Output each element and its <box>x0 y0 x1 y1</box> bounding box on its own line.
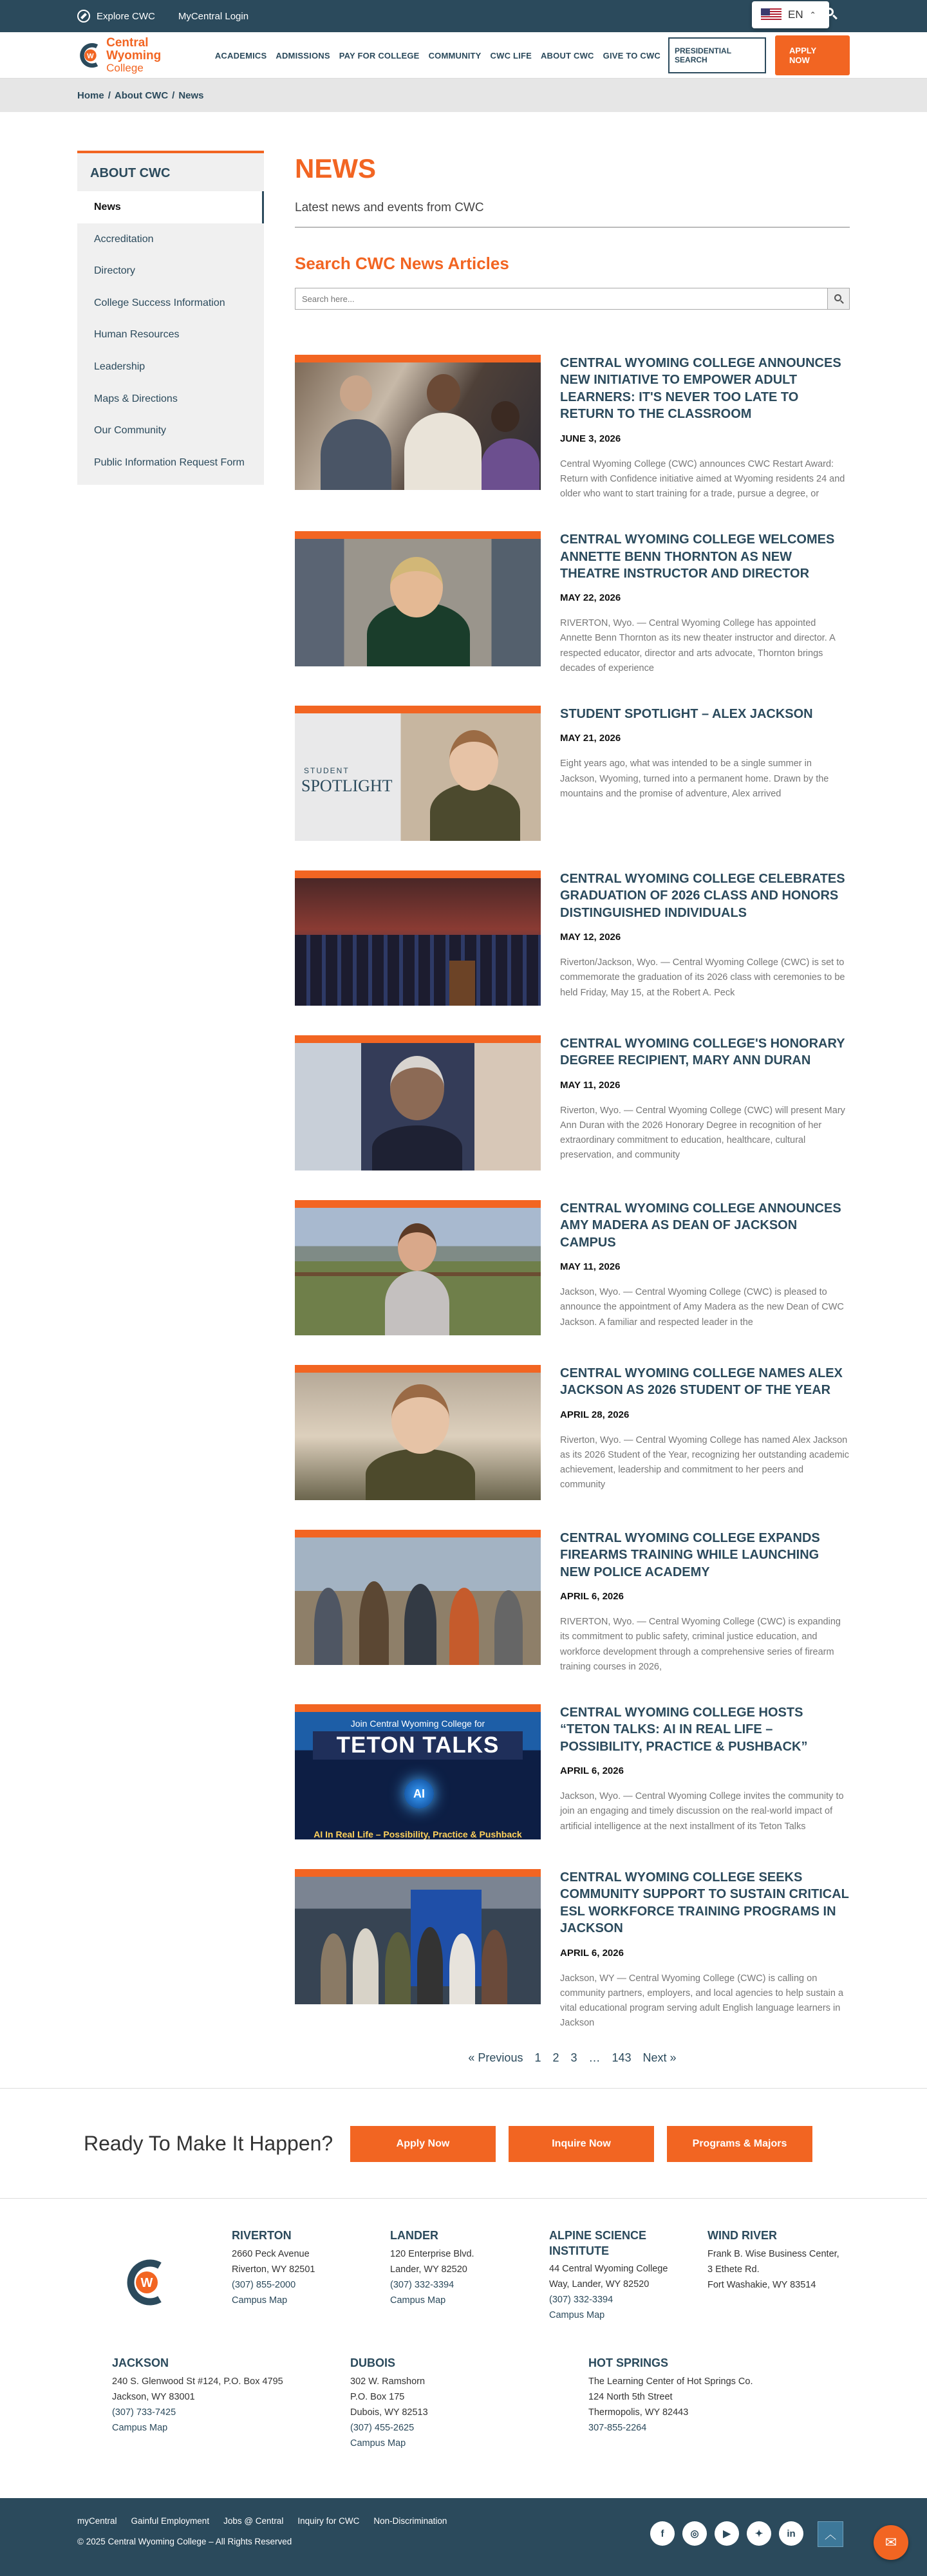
cta-inquire-now-button[interactable]: Inquire Now <box>509 2126 654 2162</box>
cta-programs-majors-button[interactable]: Programs & Majors <box>667 2126 812 2162</box>
teton-title-text: TETON TALKS <box>313 1731 523 1760</box>
breadcrumb-separator: / <box>108 89 111 101</box>
teton-join-text: Join Central Wyoming College for <box>350 1718 485 1729</box>
sidebar-item-maps-directions[interactable]: Maps & Directions <box>94 393 178 404</box>
location-address: The Learning Center of Hot Springs Co. <box>588 2376 753 2387</box>
location-phone[interactable]: (307) 855-2000 <box>232 2279 296 2290</box>
sidebar-item-human-resources[interactable]: Human Resources <box>94 329 180 341</box>
back-to-top-button[interactable] <box>818 2521 843 2547</box>
article-excerpt: RIVERTON, Wyo. — Central Wyoming College (CWC) is expanding its commitment to public safety, criminal justice education, and workforce development through a comprehensive series of firearm training courses in 2026, <box>560 1617 841 1672</box>
chevron-up-icon: ⌃ <box>809 10 816 19</box>
location-address: Dubois, WY 82513 <box>350 2407 428 2418</box>
cwc-footer-logo-icon <box>122 2257 167 2308</box>
list-item <box>295 706 850 841</box>
location-campus-map[interactable]: Campus Map <box>390 2295 446 2306</box>
pagination-page-last[interactable]: 143 <box>612 2051 632 2065</box>
article-image[interactable] <box>295 1365 541 1500</box>
location-jackson <box>112 2356 324 2436</box>
article-image[interactable] <box>295 1869 541 2004</box>
linkedin-icon[interactable]: in <box>779 2521 803 2546</box>
pagination-next[interactable]: Next » <box>642 2051 677 2065</box>
search-icon[interactable] <box>825 8 838 21</box>
copyright: © 2025 Central Wyoming College – All Rights Reserved <box>77 2537 292 2547</box>
article-excerpt: Central Wyoming College (CWC) announces CWC Restart Award: Return with Confidence initiative aimed at Wyoming residents 24 and older who want to start training for a trade, pursue a degree, or <box>560 458 845 499</box>
footer-bar <box>0 2498 927 2576</box>
list-item <box>295 1704 850 1839</box>
breadcrumb-home[interactable]: Home <box>77 89 104 101</box>
footer-link-non-discrimination[interactable]: Non-Discrimination <box>373 2516 447 2526</box>
article-title[interactable]: CENTRAL WYOMING COLLEGE CELEBRATES GRADUATION OF 2026 CLASS AND HONORS DISTINGUISHED INDIVIDUALS <box>560 872 845 920</box>
spotlight-label-small: STUDENT <box>304 766 350 776</box>
pagination-previous[interactable]: « Previous <box>468 2051 523 2065</box>
article-date: MAY 11, 2026 <box>560 1261 621 1273</box>
nav-cwc-life[interactable]: CWC LIFE <box>490 50 532 61</box>
location-name: WIND RIVER <box>707 2229 777 2242</box>
location-name: LANDER <box>390 2229 438 2242</box>
location-name: HOT SPRINGS <box>588 2356 669 2370</box>
cwc-logo-mark-icon <box>77 41 101 70</box>
list-item <box>295 531 850 676</box>
pagination-page-2[interactable]: 2 <box>552 2051 559 2065</box>
search-heading: Search CWC News Articles <box>295 254 509 273</box>
apply-now-button[interactable]: APPLY NOW <box>775 35 850 75</box>
location-address: Fort Washakie, WY 83514 <box>707 2279 816 2290</box>
location-campus-map[interactable]: Campus Map <box>350 2438 406 2449</box>
pagination <box>295 2051 850 2065</box>
page-title: NEWS <box>295 153 376 183</box>
article-title[interactable]: CENTRAL WYOMING COLLEGE'S HONORARY DEGREE RECIPIENT, MARY ANN DURAN <box>560 1037 845 1068</box>
article-image[interactable] <box>295 1200 541 1335</box>
article-image[interactable] <box>295 870 541 1006</box>
article-title[interactable]: CENTRAL WYOMING COLLEGE HOSTS “TETON TALKS: AI IN REAL LIFE – POSSIBILITY, PRACTICE & PUSHBACK” <box>560 1705 808 1754</box>
footer-link-jobs[interactable]: Jobs @ Central <box>223 2516 284 2526</box>
location-alpine-science <box>549 2228 691 2323</box>
location-address: Riverton, WY 82501 <box>232 2264 315 2275</box>
location-address: 124 North 5th Street <box>588 2391 673 2402</box>
pagination-page-3[interactable]: 3 <box>570 2051 577 2065</box>
mycentral-login-link[interactable]: MyCentral Login <box>178 10 249 22</box>
svg-text:W: W <box>140 2276 153 2291</box>
presidential-search-button[interactable]: PRESIDENTIAL SEARCH <box>668 37 766 73</box>
footer-locations <box>77 2199 850 2498</box>
list-item <box>295 1869 850 2031</box>
sidebar-item-college-success[interactable]: College Success Information <box>94 297 225 308</box>
ai-icon: AI <box>404 1779 434 1809</box>
footer-link-gainful-employment[interactable]: Gainful Employment <box>131 2516 210 2526</box>
explore-cwc-label: Explore CWC <box>97 10 155 22</box>
cta-section <box>0 2088 927 2199</box>
location-address: Frank B. Wise Business Center, <box>707 2248 839 2259</box>
compass-icon <box>77 10 90 23</box>
news-search-input[interactable] <box>295 288 828 310</box>
footer-links <box>77 2516 447 2526</box>
list-item <box>295 1365 850 1500</box>
location-campus-map[interactable]: Campus Map <box>549 2310 605 2321</box>
article-title[interactable]: CENTRAL WYOMING COLLEGE WELCOMES ANNETTE BENN THORNTON AS NEW THEATRE INSTRUCTOR AND DIRECTOR <box>560 532 835 581</box>
sidebar-item-our-community[interactable]: Our Community <box>94 425 167 437</box>
cta-apply-now-button[interactable]: Apply Now <box>350 2126 496 2162</box>
utility-bar <box>0 0 927 32</box>
article-date: APRIL 6, 2026 <box>560 1591 624 1603</box>
location-address: P.O. Box 175 <box>350 2391 405 2402</box>
list-item <box>295 1200 850 1335</box>
nav-academics[interactable]: ACADEMICS <box>214 50 267 61</box>
breadcrumb <box>77 79 850 112</box>
location-address: Jackson, WY 83001 <box>112 2391 195 2402</box>
article-title[interactable]: STUDENT SPOTLIGHT – ALEX JACKSON <box>560 707 813 722</box>
sidebar-title: ABOUT CWC <box>90 166 171 180</box>
article-excerpt: Jackson, WY — Central Wyoming College (CWC) is calling on community partners, employers, and local agencies to help sustain a vital educational program serving adult English language learners in Jackson <box>560 1973 844 2029</box>
nav-give-to-cwc[interactable]: GIVE TO CWC <box>603 50 661 61</box>
article-image[interactable] <box>295 1035 541 1170</box>
location-address: 3 Ethete Rd. <box>707 2264 760 2275</box>
location-phone[interactable]: (307) 455-2625 <box>350 2422 415 2433</box>
page-subtitle: Latest news and events from CWC <box>295 201 850 228</box>
explore-cwc-link[interactable] <box>77 10 155 23</box>
location-address: 120 Enterprise Blvd. <box>390 2248 474 2259</box>
main-content <box>295 151 850 2065</box>
article-excerpt: Riverton, Wyo. — Central Wyoming College has named Alex Jackson as its 2026 Student of the Year, recognizing her outstanding academic achievement, leadership and commitment to her peers and community <box>560 1434 850 1490</box>
sidebar-item-directory[interactable]: Directory <box>94 265 136 277</box>
location-dubois <box>350 2356 543 2451</box>
article-date: APRIL 6, 2026 <box>560 1947 624 1959</box>
article-title[interactable]: CENTRAL WYOMING COLLEGE EXPANDS FIREARMS TRAINING WHILE LAUNCHING NEW POLICE ACADEMY <box>560 1531 820 1579</box>
article-image[interactable] <box>295 706 541 841</box>
footer-link-mycentral[interactable]: myCentral <box>77 2516 117 2526</box>
language-label: EN <box>788 8 803 21</box>
list-item <box>295 1530 850 1675</box>
article-image[interactable] <box>295 531 541 666</box>
location-name: DUBOIS <box>350 2356 396 2370</box>
chevron-up-icon: ︿ <box>825 2528 836 2542</box>
location-address: 44 Central Wyoming College <box>549 2264 668 2275</box>
location-address: Way, Lander, WY 82520 <box>549 2279 650 2290</box>
location-address: 302 W. Ramshorn <box>350 2376 426 2387</box>
svg-text:W: W <box>87 52 94 61</box>
location-phone[interactable]: (307) 733-7425 <box>112 2407 176 2418</box>
nav-about-cwc[interactable]: ABOUT CWC <box>540 50 594 61</box>
main-navigation <box>0 32 927 79</box>
list-item <box>295 1035 850 1170</box>
news-search <box>295 288 850 310</box>
search-submit-button[interactable] <box>828 288 850 310</box>
location-phone[interactable]: (307) 332-3394 <box>549 2295 613 2306</box>
chat-button[interactable] <box>874 2525 908 2560</box>
pagination-page-1[interactable]: 1 <box>534 2051 541 2065</box>
facebook-icon[interactable]: f <box>650 2521 675 2546</box>
article-title[interactable]: CENTRAL WYOMING COLLEGE NAMES ALEX JACKSON AS 2026 STUDENT OF THE YEAR <box>560 1366 843 1398</box>
article-date: APRIL 28, 2026 <box>560 1409 630 1420</box>
article-date: MAY 21, 2026 <box>560 733 621 744</box>
logo-line1: Central Wyoming <box>106 36 162 63</box>
location-lander <box>390 2228 532 2308</box>
cta-text: Ready To Make It Happen? <box>84 2132 333 2156</box>
sidebar-item-accreditation[interactable]: Accreditation <box>94 233 154 245</box>
article-date: JUNE 3, 2026 <box>560 433 621 444</box>
article-excerpt: Jackson, Wyo. — Central Wyoming College invites the community to join an engaging and timely discussion on the real-world impact of artificial intelligence at the next installment of its Teton Talks <box>560 1791 844 1832</box>
twitter-icon[interactable]: ✦ <box>747 2521 771 2546</box>
spotlight-label-big: SPOTLIGHT <box>301 776 393 796</box>
location-phone[interactable]: 307-855-2264 <box>588 2422 647 2433</box>
us-flag-icon <box>761 8 782 21</box>
article-excerpt: Jackson, Wyo. — Central Wyoming College (CWC) is pleased to announce the appointment of Amy Madera as the new Dean of CWC Jackson. A familiar and respected leader in the <box>560 1287 844 1328</box>
sidebar-item-public-info-request[interactable]: Public Information Request Form <box>94 456 245 468</box>
location-riverton <box>232 2228 373 2308</box>
cwc-logo[interactable] <box>77 37 200 74</box>
article-title[interactable]: CENTRAL WYOMING COLLEGE SEEKS COMMUNITY SUPPORT TO SUSTAIN CRITICAL ESL WORKFORCE TRAINING PROGRAMS IN JACKSON <box>560 1870 849 1936</box>
footer-link-inquiry[interactable]: Inquiry for CWC <box>297 2516 360 2526</box>
location-campus-map[interactable]: Campus Map <box>232 2295 288 2306</box>
location-address: Lander, WY 82520 <box>390 2264 467 2275</box>
article-date: APRIL 6, 2026 <box>560 1765 624 1777</box>
location-name: JACKSON <box>112 2356 169 2370</box>
sidebar-item-news[interactable]: News <box>77 191 264 223</box>
location-phone[interactable]: (307) 332-3394 <box>390 2279 454 2290</box>
list-item <box>295 355 850 502</box>
location-name: RIVERTON <box>232 2229 292 2242</box>
chat-icon: ✉ <box>885 2534 897 2551</box>
breadcrumb-bar <box>0 79 927 112</box>
article-title[interactable]: CENTRAL WYOMING COLLEGE ANNOUNCES AMY MADERA AS DEAN OF JACKSON CAMPUS <box>560 1201 841 1250</box>
social-links <box>650 2521 803 2546</box>
logo-line2: College <box>106 62 144 75</box>
article-date: MAY 12, 2026 <box>560 932 621 943</box>
article-image[interactable] <box>295 1530 541 1665</box>
nav-links <box>215 51 660 61</box>
list-item <box>295 870 850 1006</box>
article-title[interactable]: CENTRAL WYOMING COLLEGE ANNOUNCES NEW INITIATIVE TO EMPOWER ADULT LEARNERS: IT'S NEVER TOO LATE TO RETURN TO THE CLASSROOM <box>560 356 841 422</box>
nav-pay-for-college[interactable]: PAY FOR COLLEGE <box>339 50 420 61</box>
nav-community[interactable]: COMMUNITY <box>428 50 482 61</box>
sidebar-item-leadership[interactable]: Leadership <box>94 361 145 372</box>
location-address: 2660 Peck Avenue <box>232 2248 310 2259</box>
breadcrumb-separator: / <box>172 89 175 101</box>
location-address: Thermopolis, WY 82443 <box>588 2407 689 2418</box>
article-image[interactable] <box>295 1704 541 1839</box>
location-address: 240 S. Glenwood St #124, P.O. Box 4795 <box>112 2376 283 2387</box>
breadcrumb-current: News <box>178 89 204 101</box>
nav-admissions[interactable]: ADMISSIONS <box>276 50 330 61</box>
article-list <box>295 355 850 2031</box>
breadcrumb-about[interactable]: About CWC <box>114 89 169 101</box>
article-excerpt: Riverton/Jackson, Wyo. — Central Wyoming College (CWC) is set to commemorate the graduation of its 2026 class with ceremonies to be held Friday, May 15, at the Robert A. Peck <box>560 957 845 998</box>
pagination-ellipsis: … <box>588 2051 601 2065</box>
article-excerpt: RIVERTON, Wyo. — Central Wyoming College has appointed Annette Benn Thornton as its new theater instructor and director. A respected educator, director and arts advocate, Thornton brings decades of experience <box>560 618 835 673</box>
location-hot-springs <box>588 2356 801 2436</box>
youtube-icon[interactable]: ▶ <box>715 2521 739 2546</box>
sidebar <box>77 151 264 485</box>
content-area <box>77 112 850 2065</box>
location-wind-river <box>707 2228 856 2293</box>
teton-subtitle-text: AI In Real Life – Possibility, Practice & Pushback <box>314 1829 522 1839</box>
article-date: MAY 22, 2026 <box>560 592 621 604</box>
article-date: MAY 11, 2026 <box>560 1079 621 1091</box>
instagram-icon[interactable]: ◎ <box>682 2521 707 2546</box>
article-excerpt: Riverton, Wyo. — Central Wyoming College (CWC) will present Mary Ann Duran with the 2026 Honorary Degree in recognition of her extraordinary commitment to education, healthcare, cultural preservation, and community <box>560 1105 845 1161</box>
article-image[interactable] <box>295 355 541 490</box>
language-selector[interactable] <box>752 1 829 28</box>
location-campus-map[interactable]: Campus Map <box>112 2422 168 2433</box>
location-name: ALPINE SCIENCE INSTITUTE <box>549 2229 647 2257</box>
article-excerpt: Eight years ago, what was intended to be a single summer in Jackson, Wyoming, turned into a permanent home. Drawn by the mountains and the promise of adventure, Alex arrived <box>560 758 829 799</box>
